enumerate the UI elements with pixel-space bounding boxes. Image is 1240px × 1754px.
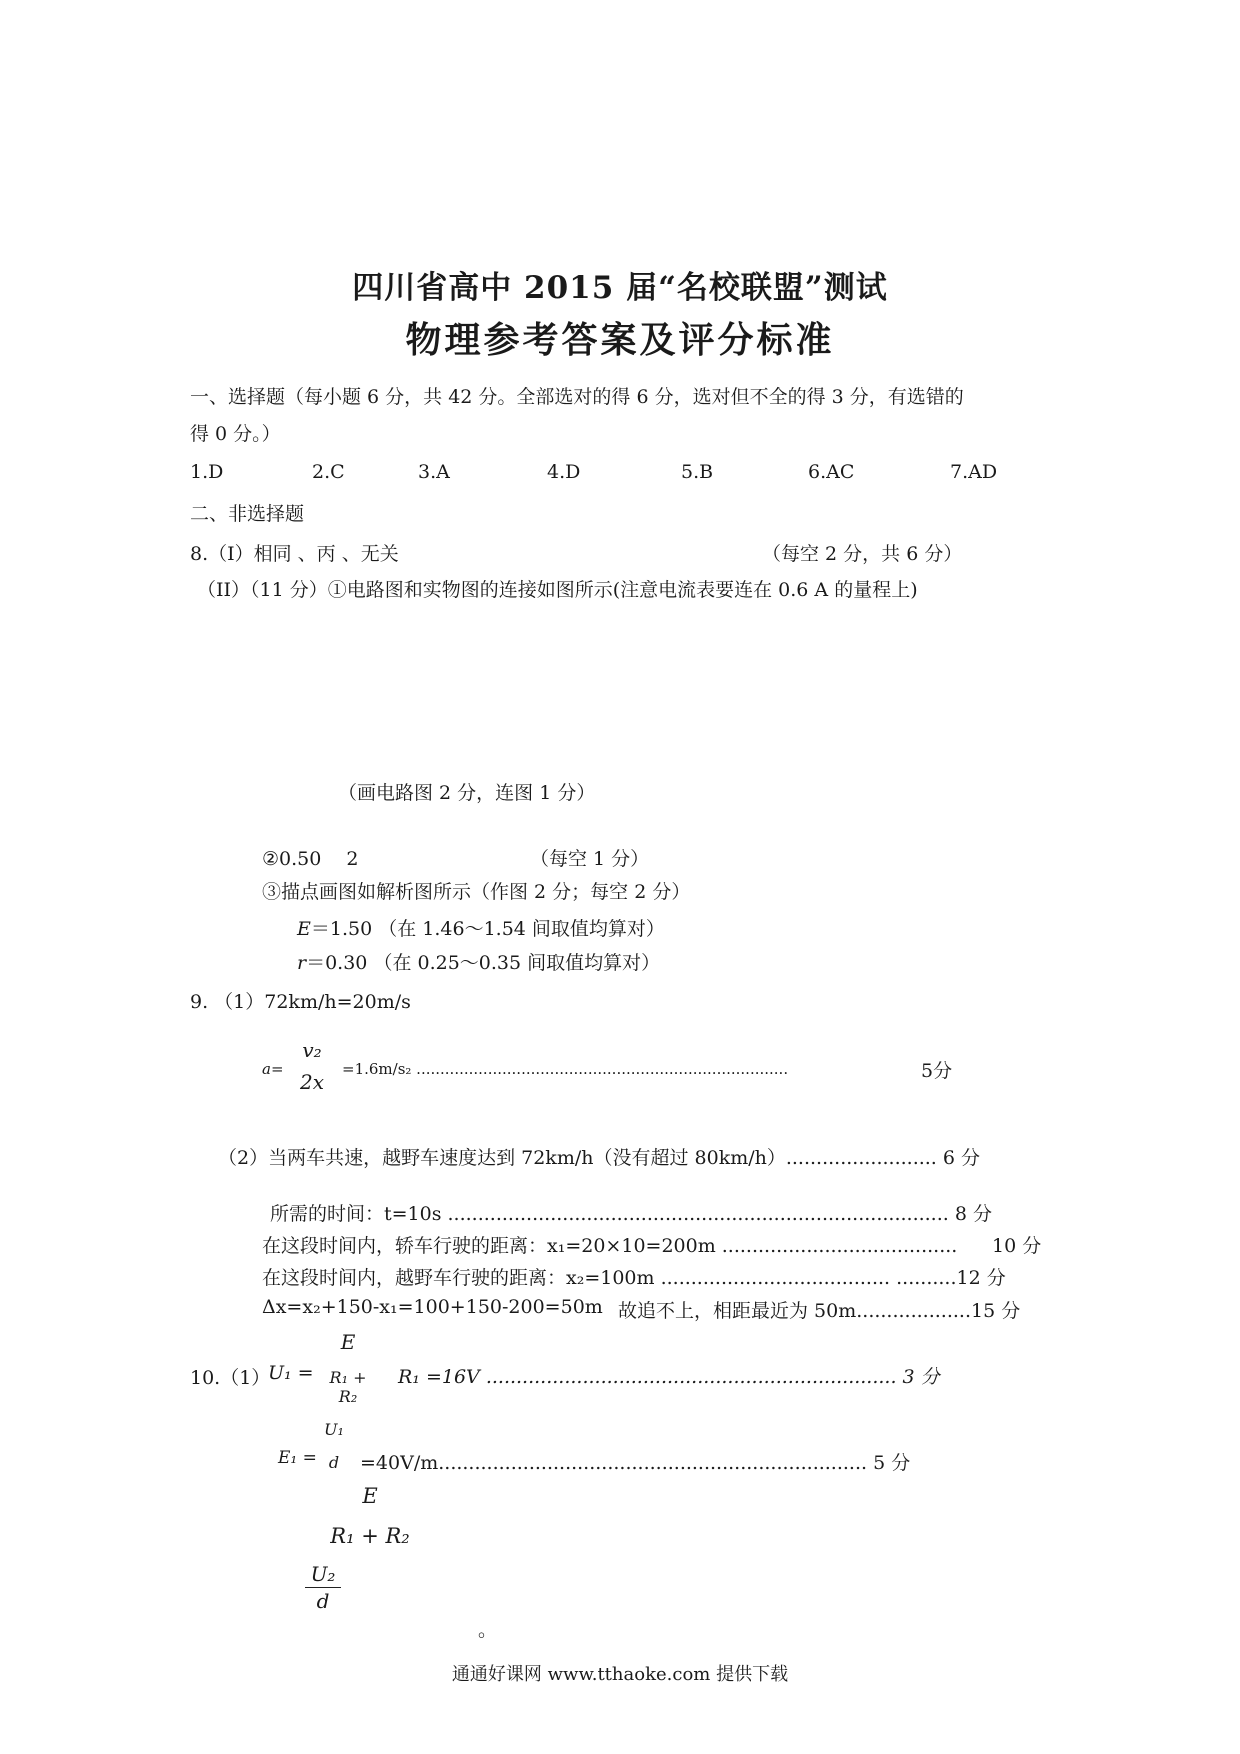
q10-fraction-4	[305, 1562, 341, 1613]
q10-fraction-1	[318, 1330, 378, 1406]
q10-fraction-3	[330, 1484, 410, 1548]
q9-frac-den: 2x	[299, 1070, 324, 1094]
q10-f3-num: E	[362, 1484, 378, 1508]
q9-line4a: Δx=x₂+150-x₁=100+150-200=50m	[262, 1296, 603, 1318]
q9-a-score: 5分	[921, 1060, 953, 1082]
q10-f4-den: d	[316, 1589, 330, 1613]
q10-f1-num: E	[340, 1330, 356, 1354]
section1-line2: 得 0 分。）	[190, 423, 281, 445]
answer-item: 4.D	[547, 461, 581, 483]
q8-r-line	[297, 948, 660, 975]
answer-item: 1.D	[190, 461, 224, 483]
q10-label: 10.（1）	[190, 1367, 271, 1389]
page-title: 四川省高中 2015 届“名校联盟”测试	[352, 270, 888, 306]
q9-line3: 在这段时间内，越野车行驶的距离：x₂=100m ...................................... ..........12 分	[262, 1267, 1006, 1289]
answer-item: 6.AC	[808, 461, 855, 483]
q10-f3-den: R₁ + R₂	[330, 1524, 410, 1548]
q9-line4b: 故追不上，相距最近为 50m...................15 分	[618, 1300, 1021, 1322]
q10-f2-den: d	[328, 1453, 340, 1472]
q10-u1-result: R₁ =16V .................................................................... 3 分	[398, 1366, 940, 1388]
q9-frac-num: v₂	[302, 1038, 322, 1062]
page-subtitle: 物理参考答案及评分标准	[405, 319, 835, 361]
answer-item: 5.B	[681, 461, 714, 483]
q8-a2-score: （每空 1 分）	[530, 848, 650, 870]
q8-draw-score: （画电路图 2 分，连图 1 分）	[338, 782, 596, 804]
q10-f1-den: R₁ + R₂	[329, 1368, 367, 1406]
q10-f2-num: U₁	[324, 1420, 344, 1439]
q9-a-result: =1.6m/s₂ ..............................................................................	[342, 1060, 789, 1078]
q8-a2-values: ②0.50 2	[262, 848, 359, 870]
r-label: r	[297, 952, 307, 974]
q10-e1: E₁ =	[278, 1448, 317, 1468]
q9-part1: 9. （1）72km/h=20m/s	[190, 991, 411, 1013]
q8-part1-score: （每空 2 分，共 6 分）	[762, 543, 963, 565]
q9-line2-score: 10 分	[992, 1235, 1042, 1257]
section2-title: 二、非选择题	[190, 503, 305, 525]
q10-fraction-2	[322, 1420, 346, 1472]
q9-line1: 所需的时间：t=10s ................................................................................... 8 分	[270, 1203, 992, 1225]
e-label: E	[297, 918, 311, 940]
fraction-bar	[305, 1587, 341, 1588]
q9-line2: 在这段时间内，轿车行驶的距离：x₁=20×10=200m .......................................	[262, 1235, 958, 1257]
q10-f4-num: U₂	[310, 1562, 336, 1586]
q9-fraction	[296, 1038, 328, 1094]
answer-item: 3.A	[418, 461, 450, 483]
q9-part2: （2）当两车共速，越野车速度达到 72km/h（没有超过 80km/h）......................... 6 分	[218, 1147, 981, 1169]
q10-e1-result: =40V/m....................................................................... 5 分	[360, 1452, 911, 1474]
q10-dot: 。	[478, 1619, 498, 1641]
section1-line1: 一、选择题（每小题 6 分，共 42 分。全部选对的得 6 分，选对但不全的得 3 分，有选错的	[190, 386, 964, 408]
r-value: ＝0.30 （在 0.25～0.35 间取值均算对）	[306, 952, 661, 974]
q8-a3: ③描点画图如解析图所示（作图 2 分；每空 2 分）	[262, 881, 691, 903]
q9-a-label: a=	[262, 1060, 284, 1078]
q8-e-line	[297, 914, 665, 941]
q8-part2: （II）（11 分）①电路图和实物图的连接如图所示(注意电流表要连在 0.6 A 的量程上)	[197, 579, 918, 601]
footer: 通通好课网 www.tthaoke.com 提供下载	[451, 1664, 789, 1685]
q8-part1: 8.（I）相同 、丙 、无关	[190, 543, 399, 565]
answer-item: 7.AD	[950, 461, 998, 483]
q10-u1: U₁ =	[268, 1362, 314, 1384]
answer-item: 2.C	[312, 461, 345, 483]
e-value: ＝1.50 （在 1.46～1.54 间取值均算对）	[310, 918, 665, 940]
